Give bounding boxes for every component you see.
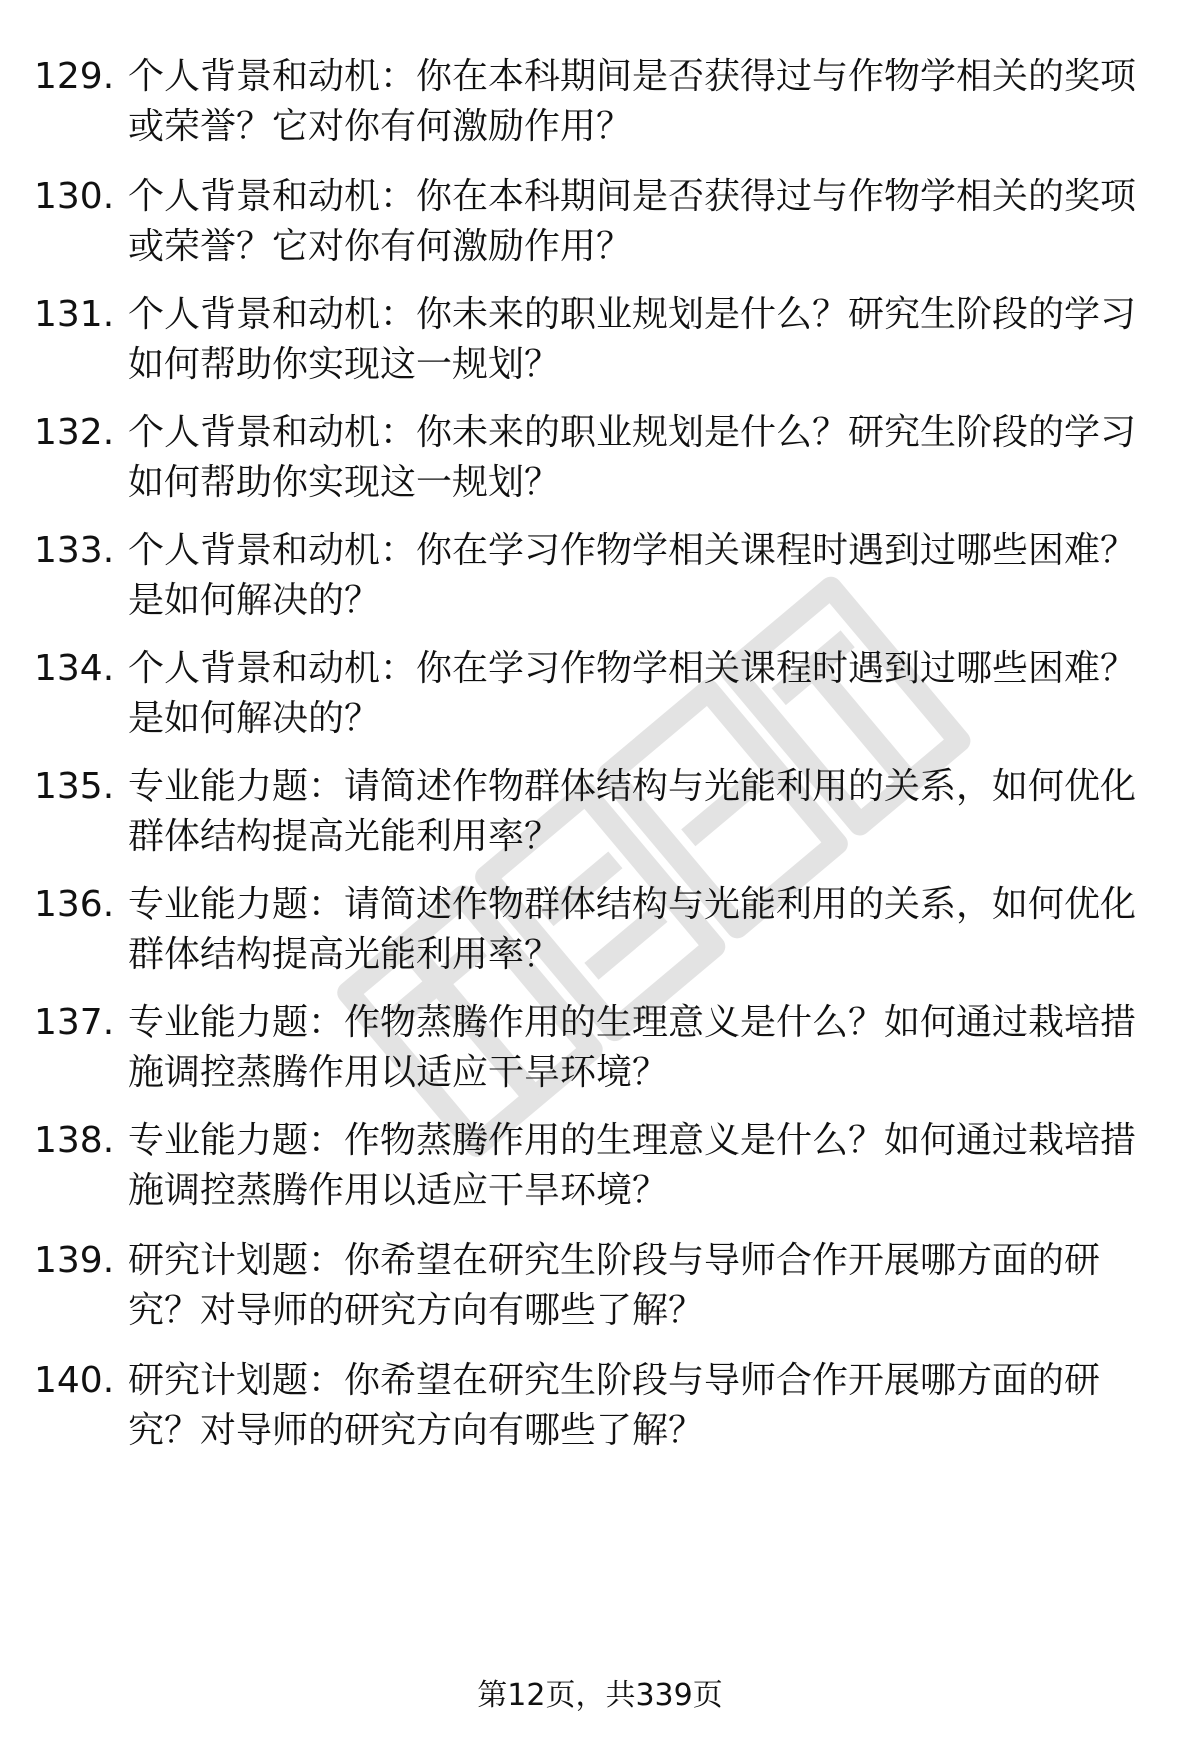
question-number: 136. bbox=[34, 884, 115, 925]
question-text bbox=[128, 172, 1138, 272]
question-text-line: 是如何解决的？ bbox=[128, 580, 381, 621]
question-number: 129. bbox=[34, 56, 115, 97]
question-text-line: 如何帮助你实现这一规划？ bbox=[128, 344, 561, 385]
question-text bbox=[128, 290, 1138, 390]
question-number: 137. bbox=[34, 1002, 115, 1043]
page-number-footer: 第12页，共339页 bbox=[477, 1678, 723, 1713]
question-text-line: 群体结构提高光能利用率？ bbox=[128, 816, 561, 857]
question-text-line: 专业能力题：作物蒸腾作用的生理意义是什么？如何通过栽培措 bbox=[128, 1120, 1137, 1161]
question-text-line: 是如何解决的？ bbox=[128, 698, 381, 739]
question-text-line: 研究计划题：你希望在研究生阶段与导师合作开展哪方面的研 bbox=[128, 1240, 1101, 1281]
question-text bbox=[128, 880, 1138, 980]
question-text bbox=[128, 408, 1138, 508]
question-text bbox=[128, 1116, 1138, 1216]
question-text-line: 个人背景和动机：你在本科期间是否获得过与作物学相关的奖项 bbox=[128, 176, 1137, 217]
question-number: 140. bbox=[34, 1360, 115, 1401]
question-text bbox=[128, 644, 1138, 744]
question-text-line: 究？对导师的研究方向有哪些了解？ bbox=[128, 1290, 705, 1331]
question-number: 133. bbox=[34, 530, 115, 571]
question-number: 139. bbox=[34, 1240, 115, 1281]
question-text-line: 究？对导师的研究方向有哪些了解？ bbox=[128, 1410, 705, 1451]
question-text-line: 个人背景和动机：你未来的职业规划是什么？研究生阶段的学习 bbox=[128, 294, 1137, 335]
question-text-line: 专业能力题：请简述作物群体结构与光能利用的关系，如何优化 bbox=[128, 766, 1137, 807]
question-text-line: 施调控蒸腾作用以适应干旱环境？ bbox=[128, 1170, 669, 1211]
question-text-line: 专业能力题：作物蒸腾作用的生理意义是什么？如何通过栽培措 bbox=[128, 1002, 1137, 1043]
question-text bbox=[128, 1356, 1138, 1456]
question-text-line: 个人背景和动机：你未来的职业规划是什么？研究生阶段的学习 bbox=[128, 412, 1137, 453]
question-text bbox=[128, 762, 1138, 862]
question-text-line: 个人背景和动机：你在学习作物学相关课程时遇到过哪些困难？ bbox=[128, 530, 1137, 571]
question-text-line: 研究计划题：你希望在研究生阶段与导师合作开展哪方面的研 bbox=[128, 1360, 1101, 1401]
question-text bbox=[128, 998, 1138, 1098]
question-text bbox=[128, 526, 1138, 626]
question-text-line: 专业能力题：请简述作物群体结构与光能利用的关系，如何优化 bbox=[128, 884, 1137, 925]
question-number: 134. bbox=[34, 648, 115, 689]
question-text-line: 施调控蒸腾作用以适应干旱环境？ bbox=[128, 1052, 669, 1093]
question-text-line: 或荣誉？它对你有何激励作用？ bbox=[128, 226, 633, 267]
question-number: 132. bbox=[34, 412, 115, 453]
question-text-line: 如何帮助你实现这一规划？ bbox=[128, 462, 561, 503]
question-text-line: 个人背景和动机：你在学习作物学相关课程时遇到过哪些困难？ bbox=[128, 648, 1137, 689]
question-number: 130. bbox=[34, 176, 115, 217]
question-number: 131. bbox=[34, 294, 115, 335]
question-text-line: 或荣誉？它对你有何激励作用？ bbox=[128, 106, 633, 147]
question-text-line: 群体结构提高光能利用率？ bbox=[128, 934, 561, 975]
question-text-line: 个人背景和动机：你在本科期间是否获得过与作物学相关的奖项 bbox=[128, 56, 1137, 97]
question-text bbox=[128, 52, 1138, 152]
question-number: 138. bbox=[34, 1120, 115, 1161]
question-text bbox=[128, 1236, 1138, 1336]
question-number: 135. bbox=[34, 766, 115, 807]
